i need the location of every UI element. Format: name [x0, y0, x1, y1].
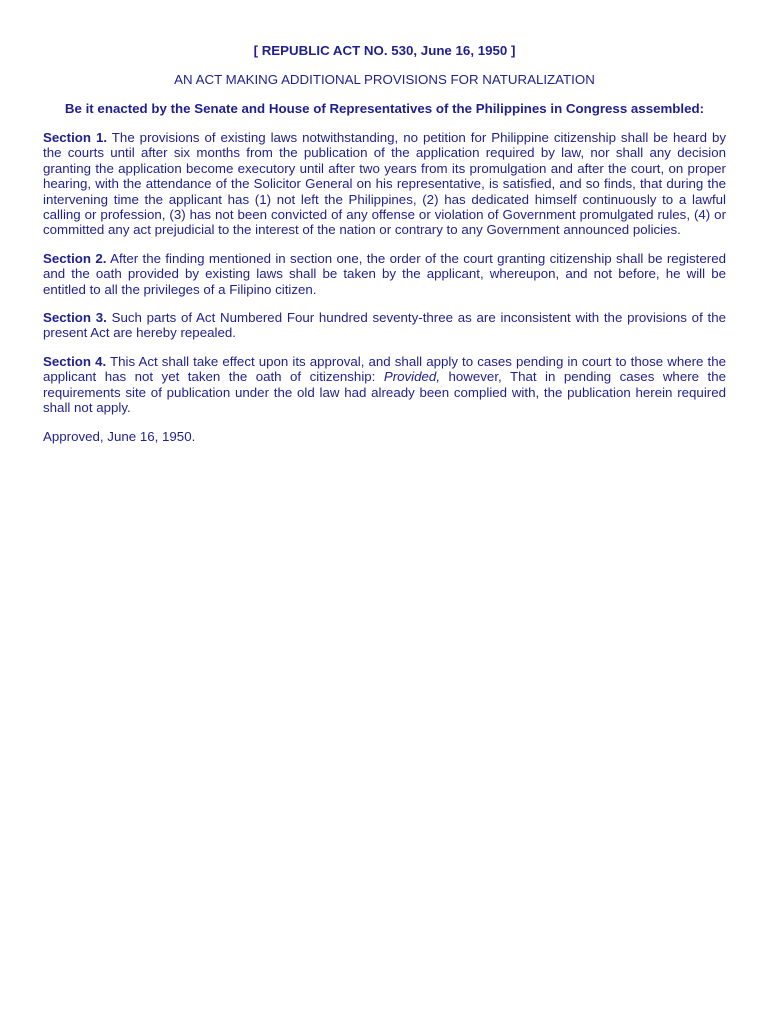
- section-3-text: Such parts of Act Numbered Four hundred seventy-three as are inconsistent with the provisions of the present Act are hereby repealed.: [43, 310, 726, 341]
- section-1-label: Section 1.: [43, 130, 108, 145]
- section-2-label: Section 2.: [43, 250, 107, 266]
- act-reference: [ REPUBLIC ACT NO. 530, June 16, 1950 ]: [253, 43, 516, 58]
- act-title: [43, 72, 726, 88]
- section-2-text: After the finding mentioned in section one, the order of the court granting citizenship shall be registered and the oath provided by existing laws shall be taken by the applicant, whereupon, and not before, he will be entitled to all the privileges of a Filipino citizen.: [43, 250, 726, 297]
- section-1-text: The provisions of existing laws notwithstanding, no petition for Philippine citizenship shall be heard by the courts until after six months from the publication of the application required by law, nor shall any decision granting the application become executory until after two years from its promulgation and after the court, on proper hearing, with the attendance of the Solicitor General on his representative, is satisfied, and so finds, that during the intervening time the applicant has (1) not left the Philippines, (2) has dedicated himself continuously to a lawful calling or profession, (3) has not been convicted of any offense or violation of Government promulgated rules, (4) or committed any act prejudicial to the interest of the nation or contrary to any Government announced policies.: [43, 130, 726, 238]
- section-4-label: Section 4.: [43, 353, 107, 369]
- section-1: [43, 130, 726, 238]
- section-4-text-after: however, That in pending cases where the requirements site of publication under the old law had already been complied with, the publication herein required shall not apply.: [43, 369, 726, 416]
- section-2: [43, 251, 726, 297]
- section-3: [43, 310, 726, 341]
- section-3-label: Section 3.: [43, 310, 107, 326]
- act-title-text: AN ACT MAKING ADDITIONAL PROVISIONS FOR NATURALIZATION: [174, 72, 595, 87]
- section-4: [43, 354, 726, 416]
- section-4-proviso: Provided,: [383, 369, 441, 385]
- approval-date: Approved, June 16, 1950.: [43, 428, 196, 444]
- section-4-text-before: This Act shall take effect upon its approval, and shall apply to cases pending in court to those where the applicant has not yet taken the oath of citizenship:: [43, 353, 726, 385]
- enacting-clause: Be it enacted by the Senate and House of Representatives of the Philippines in Congress assembled:: [64, 101, 705, 116]
